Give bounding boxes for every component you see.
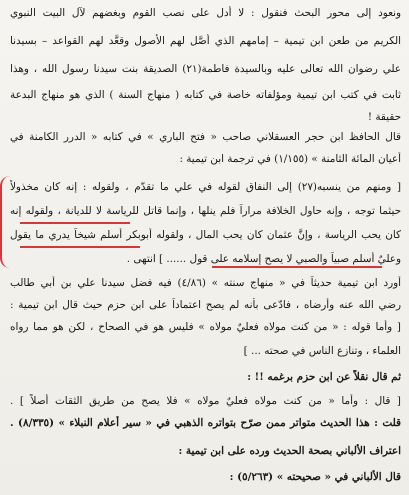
text-line-8: أورد ابن تيمية حديثاً في « منهاج سنته » (٤/٨٦) فيه فضل سيدنا علي بن أبي طالب bbox=[10, 277, 401, 289]
quote-line-3: كان يحب الرياسة ، وإنَّ عثمان كان يحب المال ، ولقوله أبوبكر أسلم شيخاً يدري ما يقول bbox=[10, 229, 401, 241]
quote-line-4: وعليٌ أسلم صبياً والصبي لا يصح إسلامه على قول ...... ] انتهى . bbox=[126, 253, 401, 265]
text-line-11: قلت : هذا الحديث متواتر ممن صرّح بتواتره الذهبي في « سير أعلام النبلاء » (٨/٣٣٥) . bbox=[10, 417, 401, 429]
text-line-4: ثابت في كتب ابن تيمية ومؤلفاته خاصة في كتابه ( منهاج السنة ) الذي هو منهاج البدعة bbox=[10, 89, 401, 101]
text-line-1: ونعود إلى محور البحث فنقول : لا أدل على نصب القوم وبغضهم لآل البيت النبوي bbox=[10, 7, 401, 19]
text-line-9: رضي الله عنه وأرضاه ، فادّعى بأنه لم يصح اعتماداً على ابن حزم حيث قال ابن تيمية : bbox=[10, 299, 401, 311]
red-underline-3 bbox=[212, 266, 382, 268]
text-line-10: ثم قال نقلاً عن ابن حزم برغمه !! : bbox=[247, 371, 401, 383]
quote-line-7: [ قال : وأما « من كنت مولاه فعليٌ مولاه » فلا يصح من طريق الثقات أصلاً ] . bbox=[10, 395, 401, 407]
text-line-5: حقيقة ! bbox=[367, 111, 401, 123]
quote-line-5: [ وأما قوله : « من كنت مولاه فعليٌ مولاه » فليس هو في الصحاح ، لكن هو مما رواه bbox=[10, 321, 401, 333]
text-line-12: قال الألباني في « صحيحته » (٥/٢٦٣) : bbox=[229, 471, 401, 483]
quote-line-1: [ ومنهم من ينسبه(٢٧) إلى النفاق لقوله في علي ما تقدّم ، ولقوله : إنه كان مخذولاً bbox=[10, 181, 401, 193]
quote-line-6: العلماء ، وتنازع الناس في صحته ... ] bbox=[243, 345, 401, 357]
red-underline-1 bbox=[20, 222, 130, 224]
text-line-2: الكريم من طعن ابن تيمية – إمامهم الذي أصَّل لهم الأصول وقعَّد لهم القواعد – بسيدنا bbox=[10, 35, 401, 47]
text-line-6: قال الحافظ ابن حجر العسقلاني صاحب « فتح الباري » في كتابه « الدرر الكامنة في bbox=[10, 131, 401, 143]
text-line-3: علي رضوان الله تعالى عليه وبالسيدة فاطمة(٢١) الصديقة بنت سيدنا رسول الله ، وهذا bbox=[10, 63, 401, 75]
quote-line-2: حيثما توجه ، وإنه حاول الخلافة مراراً فلم ينلها ، وإنما قاتل للرياسة لا للديانة ، ولقوله إنه bbox=[10, 205, 401, 217]
text-line-7: أعيان المائة الثامنة » (١/١٥٥) في ترجمة ابن تيمية : bbox=[179, 153, 401, 165]
red-underline-2 bbox=[20, 246, 140, 248]
section-heading: اعتراف الألباني بصحة الحديث ورده على ابن تيمية : bbox=[178, 445, 401, 457]
